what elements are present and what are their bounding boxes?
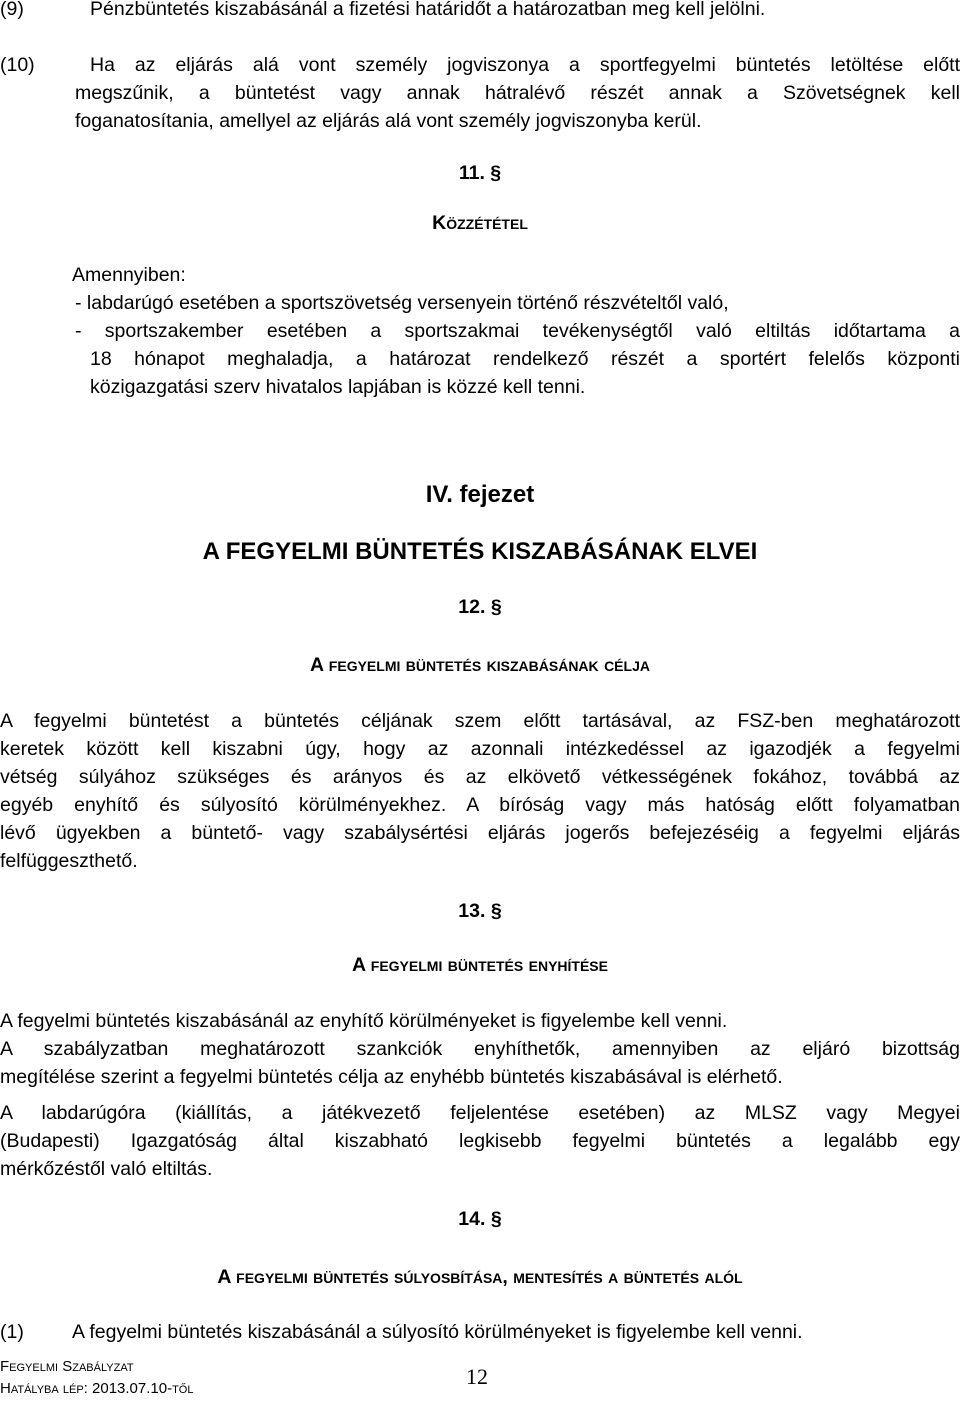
list-item: 18 hónapot meghaladja, a határozat rendelkező részét a sportért felelős központi (90, 348, 960, 370)
list-item: közigazgatási szerv hivatalos lapjában is közzé kell tenni. (90, 376, 586, 398)
paragraph-line: megítélése szerint a fegyelmi büntetés célja az enyhébb büntetés kiszabásával is elérhető. (0, 1066, 783, 1088)
section-icon: § (490, 162, 502, 184)
chapter-title: A FEGYELMI BÜNTETÉS KISZABÁSÁNAK ELVEI (202, 538, 758, 565)
list-item: - sportszakember esetében a sportszakmai tevékenységtől való eltiltás időtartama a (75, 320, 960, 342)
paragraph-text: A fegyelmi büntetés kiszabásánál az enyhítő körülményeket is figyelembe kell venni. (0, 1010, 728, 1032)
paragraph-line: keretek között kell kiszabni úgy, hogy az azonnali intézkedéssel az igazodjék a fegyelmi (0, 738, 960, 760)
footer-effective-date: Hatályba lép: 2013.07.10-től (0, 1380, 194, 1397)
chapter-label: IV. fejezet (425, 481, 535, 508)
section-title: A fegyelmi büntetés enyhítése (352, 954, 608, 976)
paragraph-text: Amennyiben: (72, 264, 186, 286)
paragraph-line: mérkőzéstől való eltiltás. (0, 1158, 213, 1180)
paragraph-line: A fegyelmi büntetést a büntetés céljának szem előtt tartásával, az FSZ-ben meghatározott (0, 710, 960, 732)
paragraph-line: egyéb enyhítő és súlyosító körülményekhez. A bíróság vagy más hatóság előtt folyamatban (0, 794, 960, 816)
paragraph-text: Pénzbüntetés kiszabásánál a fizetési határidőt a határozatban meg kell jelölni. (90, 0, 766, 20)
paragraph-line: A labdarúgóra (kiállítás, a játékvezető feljelentése esetében) az MLSZ vagy Megyei (0, 1102, 960, 1124)
section-number: 13. § (458, 900, 502, 922)
list-item: - labdarúgó esetében a sportszövetség versenyein történő részvételtől való, (75, 292, 729, 314)
section-number: 12. § (458, 596, 502, 618)
paragraph-text: A fegyelmi büntetés kiszabásánál a súlyosító körülményeket is figyelembe kell venni. (72, 1321, 803, 1343)
paragraph-number: (9) (0, 0, 24, 20)
paragraph-line: vétség súlyához szükséges és arányos és az elkövető vétkességének fokához, továbbá az (0, 766, 960, 788)
paragraph-line: foganatosítania, amellyel az eljárás alá vont személy jogviszonyba kerül. (75, 110, 702, 132)
paragraph-number: (1) (0, 1321, 24, 1343)
section-title: Közzététel (432, 212, 528, 234)
footer-title: Fegyelmi Szabályzat (0, 1358, 134, 1375)
section-number: 11. § (458, 162, 502, 184)
paragraph-line: felfüggeszthető. (0, 850, 138, 872)
section-icon: § (490, 1208, 502, 1230)
section-title: A fegyelmi büntetés kiszabásának célja (310, 654, 650, 676)
paragraph-line: lévő ügyekben a büntető- vagy szabálysértési eljárás jogerős befejezéséig a fegyelmi eljárás (0, 822, 960, 844)
paragraph-line: megszűnik, a büntetést vagy annak hátralévő részét annak a Szövetségnek kell (75, 82, 960, 104)
paragraph-number: (10) (0, 54, 35, 76)
section-title: A fegyelmi büntetés súlyosbítása, mentesítés a büntetés alól (217, 1266, 743, 1288)
paragraph-line: Ha az eljárás alá vont személy jogviszonya a sportfegyelmi büntetés letöltése előtt (90, 54, 960, 76)
paragraph-line: A szabályzatban meghatározott szankciók enyhíthetők, amennyiben az eljáró bizottság (0, 1038, 960, 1060)
page-number: 12 (466, 1364, 488, 1389)
paragraph-line: (Budapesti) Igazgatóság által kiszabható legkisebb fegyelmi büntetés a legalább egy (0, 1130, 960, 1152)
section-number: 14. § (458, 1208, 502, 1230)
section-icon: § (490, 596, 502, 618)
section-icon: § (490, 900, 502, 922)
